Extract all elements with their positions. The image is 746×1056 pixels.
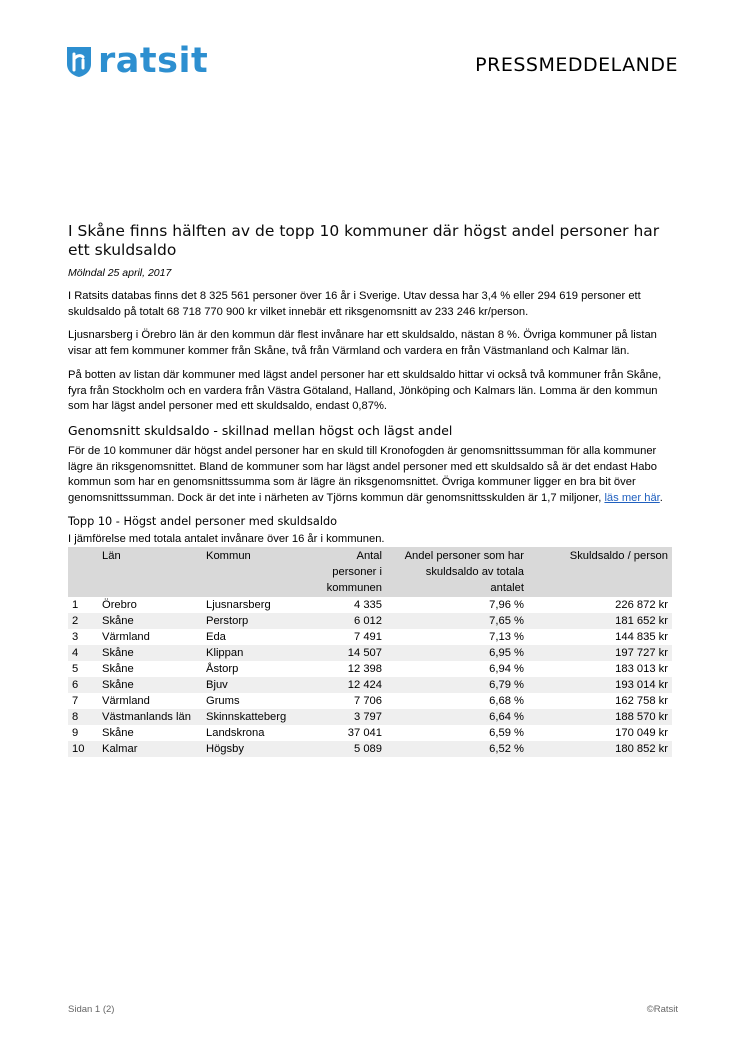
cell-skuldsaldo: 180 852 kr (528, 741, 672, 757)
cell-andel: 7,65 % (386, 613, 528, 629)
cell-skuldsaldo: 193 014 kr (528, 677, 672, 693)
cell-skuldsaldo: 183 013 kr (615, 662, 668, 675)
cell-rank: 5 (72, 662, 79, 675)
cell-lan: Värmland (102, 630, 150, 643)
brand-name: ratsit (98, 41, 209, 81)
table-row (68, 725, 672, 741)
cell-skuldsaldo: 181 652 kr (528, 613, 672, 629)
cell-andel: 6,52 % (386, 741, 528, 757)
col-rank-header (68, 547, 98, 597)
cell-rank: 7 (72, 694, 79, 707)
cell-skuldsaldo: 226 872 kr (615, 598, 668, 611)
top10-table (68, 547, 672, 757)
article-title: I Skåne finns hälften av de topp 10 kommuner där högst andel personer har ett skuldsaldo (68, 222, 660, 259)
section-text: För de 10 kommuner där högst andel personer har en skuld till Kronofogden är genomsnittssumman för alla kommuner lägre än riksgenomsnittet. Bland de kommuner som har lägst andel personer med ett skuldsaldo så är det endast Habo kommun som har en genomsnittssumma som är lägre än riksgenomsnittet. Övriga kommuner ligger en bra bit över genomsnittssumman. Dock är det inte i närheten av Tjörns kommun där genomsnittsskulden är 1,7 miljoner, (68, 444, 657, 505)
table-row (68, 741, 672, 757)
col-antal-header: Antal personer i kommunen (312, 547, 386, 597)
col-kommun-header: Kommun (202, 547, 312, 597)
cell-antal: 12 424 (312, 677, 386, 693)
cell-rank: 2 (68, 613, 98, 629)
cell-kommun: Bjuv (202, 677, 312, 693)
table-row (68, 661, 672, 677)
cell-andel: 6,59 % (489, 726, 524, 739)
cell-lan: Skåne (98, 613, 202, 629)
paragraph-2: Ljusnarsberg i Örebro län är den kommun där flest invånare har ett skuldsaldo, nästan 8 %. Övriga kommuner på listan visar att fem kommuner kommer från Skåne, två från Värmland och vardera en från Västmanland och Kalmar län. (68, 329, 657, 358)
col-andel-header: Andel personer som har skuldsaldo av totala antalet (386, 547, 528, 597)
page-number: Sidan 1 (2) (68, 1004, 115, 1015)
table-row (68, 677, 672, 693)
cell-rank: 4 (68, 645, 98, 661)
cell-lan: Värmland (102, 694, 150, 707)
cell-andel: 7,13 % (489, 630, 524, 643)
paragraph-1: I Ratsits databas finns det 8 325 561 personer över 16 år i Sverige. Utav dessa har 3,4 % eller 294 619 personer ett skuldsaldo på totalt 68 718 770 900 kr vilket innebär ett riksgenomsnitt av 233 246 kr/person. (68, 290, 641, 318)
article (68, 222, 678, 757)
cell-andel: 6,68 % (489, 694, 524, 707)
cell-skuldsaldo: 144 835 kr (615, 630, 668, 643)
ratsit-logo (66, 41, 209, 81)
cell-kommun: Landskrona (206, 726, 265, 739)
cell-lan: Kalmar (98, 741, 202, 757)
col-skuldsaldo-header: Skuldsaldo / person (528, 547, 672, 597)
cell-kommun: Ljusnarsberg (206, 598, 271, 611)
cell-rank: 9 (72, 726, 79, 739)
paragraph-3: På botten av listan där kommuner med lägst andel personer har ett skuldsaldo hittar vi också två kommuner från Skåne, fyra från Stockholm och en vardera från Västra Götaland, Halland, Jönköping och Kalmars län. Lomma är den kommun som har lägst andel personer med ett skuldsaldo, endast 0,87%. (68, 368, 662, 413)
cell-rank: 6 (68, 677, 98, 693)
cell-andel: 6,94 % (489, 662, 524, 675)
table-row (68, 613, 672, 629)
cell-kommun: Åstorp (206, 662, 239, 675)
cell-skuldsaldo: 162 758 kr (615, 694, 668, 707)
link-suffix: . (659, 492, 663, 505)
cell-antal: 3 797 (312, 709, 386, 725)
cell-antal: 5 089 (312, 741, 386, 757)
cell-antal: 7 706 (354, 694, 382, 707)
section-paragraph (68, 444, 678, 507)
table-row (68, 693, 672, 709)
table-row (68, 629, 672, 645)
cell-kommun: Perstorp (202, 613, 312, 629)
cell-rank: 1 (72, 598, 79, 611)
table-row (68, 645, 672, 661)
cell-antal: 7 491 (354, 630, 382, 643)
cell-skuldsaldo: 197 727 kr (528, 645, 672, 661)
copyright: ©Ratsit (646, 1004, 678, 1015)
cell-kommun: Grums (206, 694, 240, 707)
cell-lan: Örebro (102, 598, 137, 611)
table-header-row (68, 547, 672, 597)
table-row (68, 709, 672, 725)
cell-andel: 6,64 % (386, 709, 528, 725)
cell-lan: Skåne (98, 677, 202, 693)
read-more-link[interactable]: läs mer här (604, 492, 660, 505)
cell-kommun: Eda (206, 630, 226, 643)
cell-rank: 8 (68, 709, 98, 725)
cell-andel: 6,79 % (386, 677, 528, 693)
cell-antal: 12 398 (347, 662, 382, 675)
col-lan-header: Län (98, 547, 202, 597)
cell-rank: 10 (68, 741, 98, 757)
cell-skuldsaldo: 170 049 kr (615, 726, 668, 739)
cell-andel: 7,96 % (489, 598, 524, 611)
section-heading: Genomsnitt skuldsaldo - skillnad mellan högst och lägst andel (68, 422, 453, 438)
table-subheading: I jämförelse med totala antalet invånare över 16 år i kommunen. (68, 532, 385, 545)
cell-kommun: Högsby (202, 741, 312, 757)
cell-lan: Skåne (102, 726, 134, 739)
ratsit-shield-icon (66, 46, 92, 78)
cell-skuldsaldo: 188 570 kr (528, 709, 672, 725)
cell-andel: 6,95 % (386, 645, 528, 661)
doc-type-label: PRESSMEDDELANDE (475, 54, 678, 76)
article-date: Mölndal 25 april, 2017 (68, 267, 172, 279)
cell-antal: 6 012 (312, 613, 386, 629)
table-body (68, 597, 672, 757)
table-heading: Topp 10 - Högst andel personer med skuldsaldo (68, 514, 338, 528)
cell-lan: Västmanlands län (98, 709, 202, 725)
cell-antal: 4 335 (354, 598, 382, 611)
cell-antal: 37 041 (347, 726, 382, 739)
cell-antal: 14 507 (312, 645, 386, 661)
table-row (68, 597, 672, 613)
cell-kommun: Skinnskatteberg (202, 709, 312, 725)
cell-lan: Skåne (98, 645, 202, 661)
cell-rank: 3 (72, 630, 79, 643)
cell-kommun: Klippan (202, 645, 312, 661)
cell-lan: Skåne (102, 662, 134, 675)
